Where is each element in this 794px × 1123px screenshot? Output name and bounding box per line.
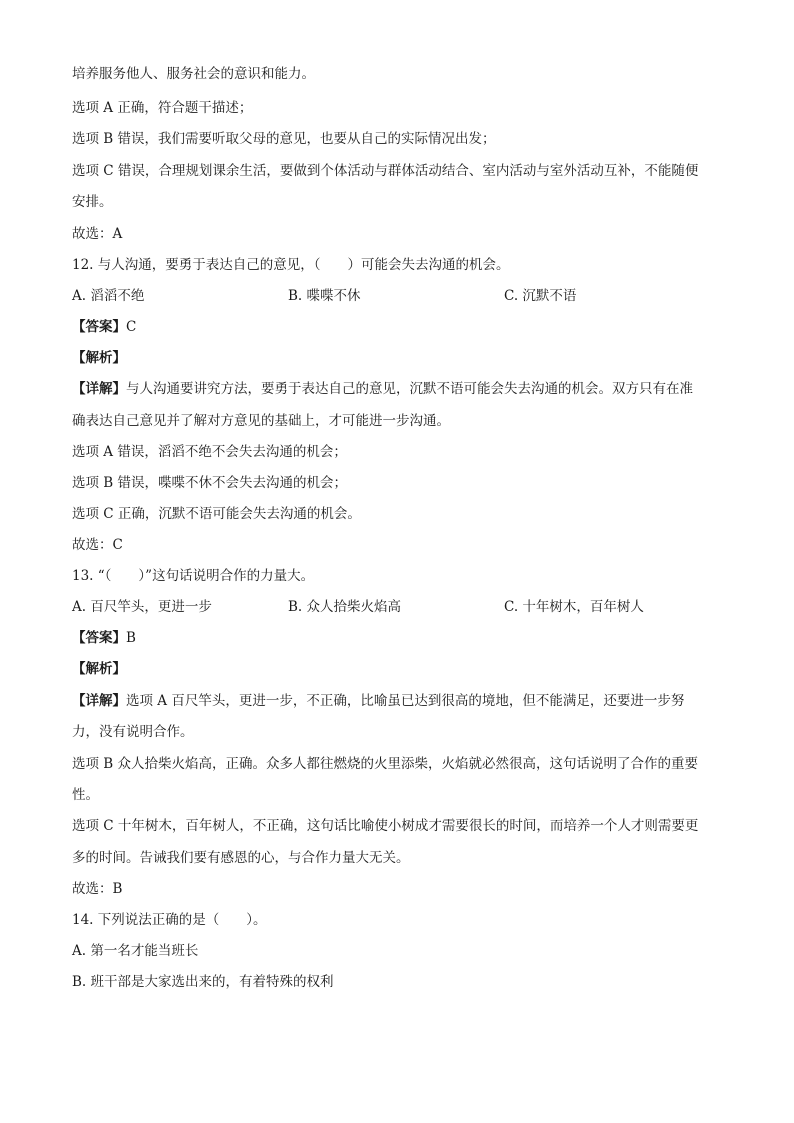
answer-line bbox=[72, 318, 734, 336]
option-c: C. 十年树木，百年树人 bbox=[504, 599, 644, 615]
detail-line: 【详解】选项 A 百尺竿头，更进一步，不正确，比喻虽已达到很高的境地，但不能满足，还要进一步努 bbox=[72, 693, 685, 709]
question-12-stem: 12. 与人沟通，要勇于表达自己的意见，（ ）可能会失去沟通的机会。 bbox=[72, 257, 510, 273]
option-b: B. 班干部是大家选出来的，有着特殊的权利 bbox=[72, 974, 334, 990]
analysis-tag: 【解析】 bbox=[72, 350, 126, 366]
option-a: A. 第一名才能当班长 bbox=[72, 943, 199, 959]
option-a: A. 百尺竿头，更进一步 bbox=[72, 599, 212, 615]
option-b: B. 喋喋不休 bbox=[288, 288, 361, 304]
text-line: 故选：A bbox=[72, 226, 123, 242]
text-line: 选项 B 错误，我们需要听取父母的意见，也要从自己的实际情况出发； bbox=[72, 131, 496, 147]
text-line: 性。 bbox=[72, 787, 99, 803]
text-line: 多的时间。告诫我们要有感恩的心，与合作力量大无关。 bbox=[72, 850, 410, 866]
question-13-stem: 13. “（ ）”这句话说明合作的力量大。 bbox=[72, 568, 315, 584]
final-answer: 故选：C bbox=[72, 537, 123, 553]
answer-value: C bbox=[126, 319, 137, 335]
text-line: 选项 A 错误，滔滔不绝不会失去沟通的机会； bbox=[72, 444, 347, 460]
text-line: 安排。 bbox=[72, 194, 113, 210]
text-line: 选项 B 众人拾柴火焰高，正确。众多人都往燃烧的火里添柴，火焰就必然很高，这句话说明了合作的重要 bbox=[72, 756, 699, 772]
text-line: 选项 A 正确，符合题干描述； bbox=[72, 100, 253, 116]
text-line: 确表达自己意见并了解对方意见的基础上，才可能进一步沟通。 bbox=[72, 413, 450, 429]
answer-line bbox=[72, 629, 734, 647]
final-answer: 故选：B bbox=[72, 881, 123, 897]
option-a: A. 滔滔不绝 bbox=[72, 288, 145, 304]
detail-line: 【详解】与人沟通要讲究方法，要勇于表达自己的意见，沉默不语可能会失去沟通的机会。双方只有在准 bbox=[72, 381, 693, 397]
text-line: 选项 C 正确，沉默不语可能会失去沟通的机会。 bbox=[72, 506, 361, 522]
text-line: 力，没有说明合作。 bbox=[72, 724, 194, 740]
text-line: 选项 C 错误，合理规划课余生活，要做到个体活动与群体活动结合、室内活动与室外活动互补，不能随便 bbox=[72, 163, 699, 179]
option-c: C. 沉默不语 bbox=[504, 288, 577, 304]
text-line: 选项 C 十年树木，百年树人，不正确，这句话比喻使小树成才需要很长的时间，而培养一个人才则需要更 bbox=[72, 818, 699, 834]
answer-value: B bbox=[126, 630, 136, 646]
answer-tag: 【答案】 bbox=[72, 319, 126, 335]
detail-tag: 【详解】 bbox=[72, 693, 126, 709]
text-line: 培养服务他人、服务社会的意识和能力。 bbox=[72, 66, 315, 82]
text-line: 选项 B 错误，喋喋不休不会失去沟通的机会； bbox=[72, 475, 348, 491]
question-14-stem: 14. 下列说法正确的是（ ）。 bbox=[72, 912, 267, 928]
answer-tag: 【答案】 bbox=[72, 630, 126, 646]
analysis-tag: 【解析】 bbox=[72, 661, 126, 677]
option-b: B. 众人拾柴火焰高 bbox=[288, 599, 402, 615]
detail-tag: 【详解】 bbox=[72, 381, 126, 397]
